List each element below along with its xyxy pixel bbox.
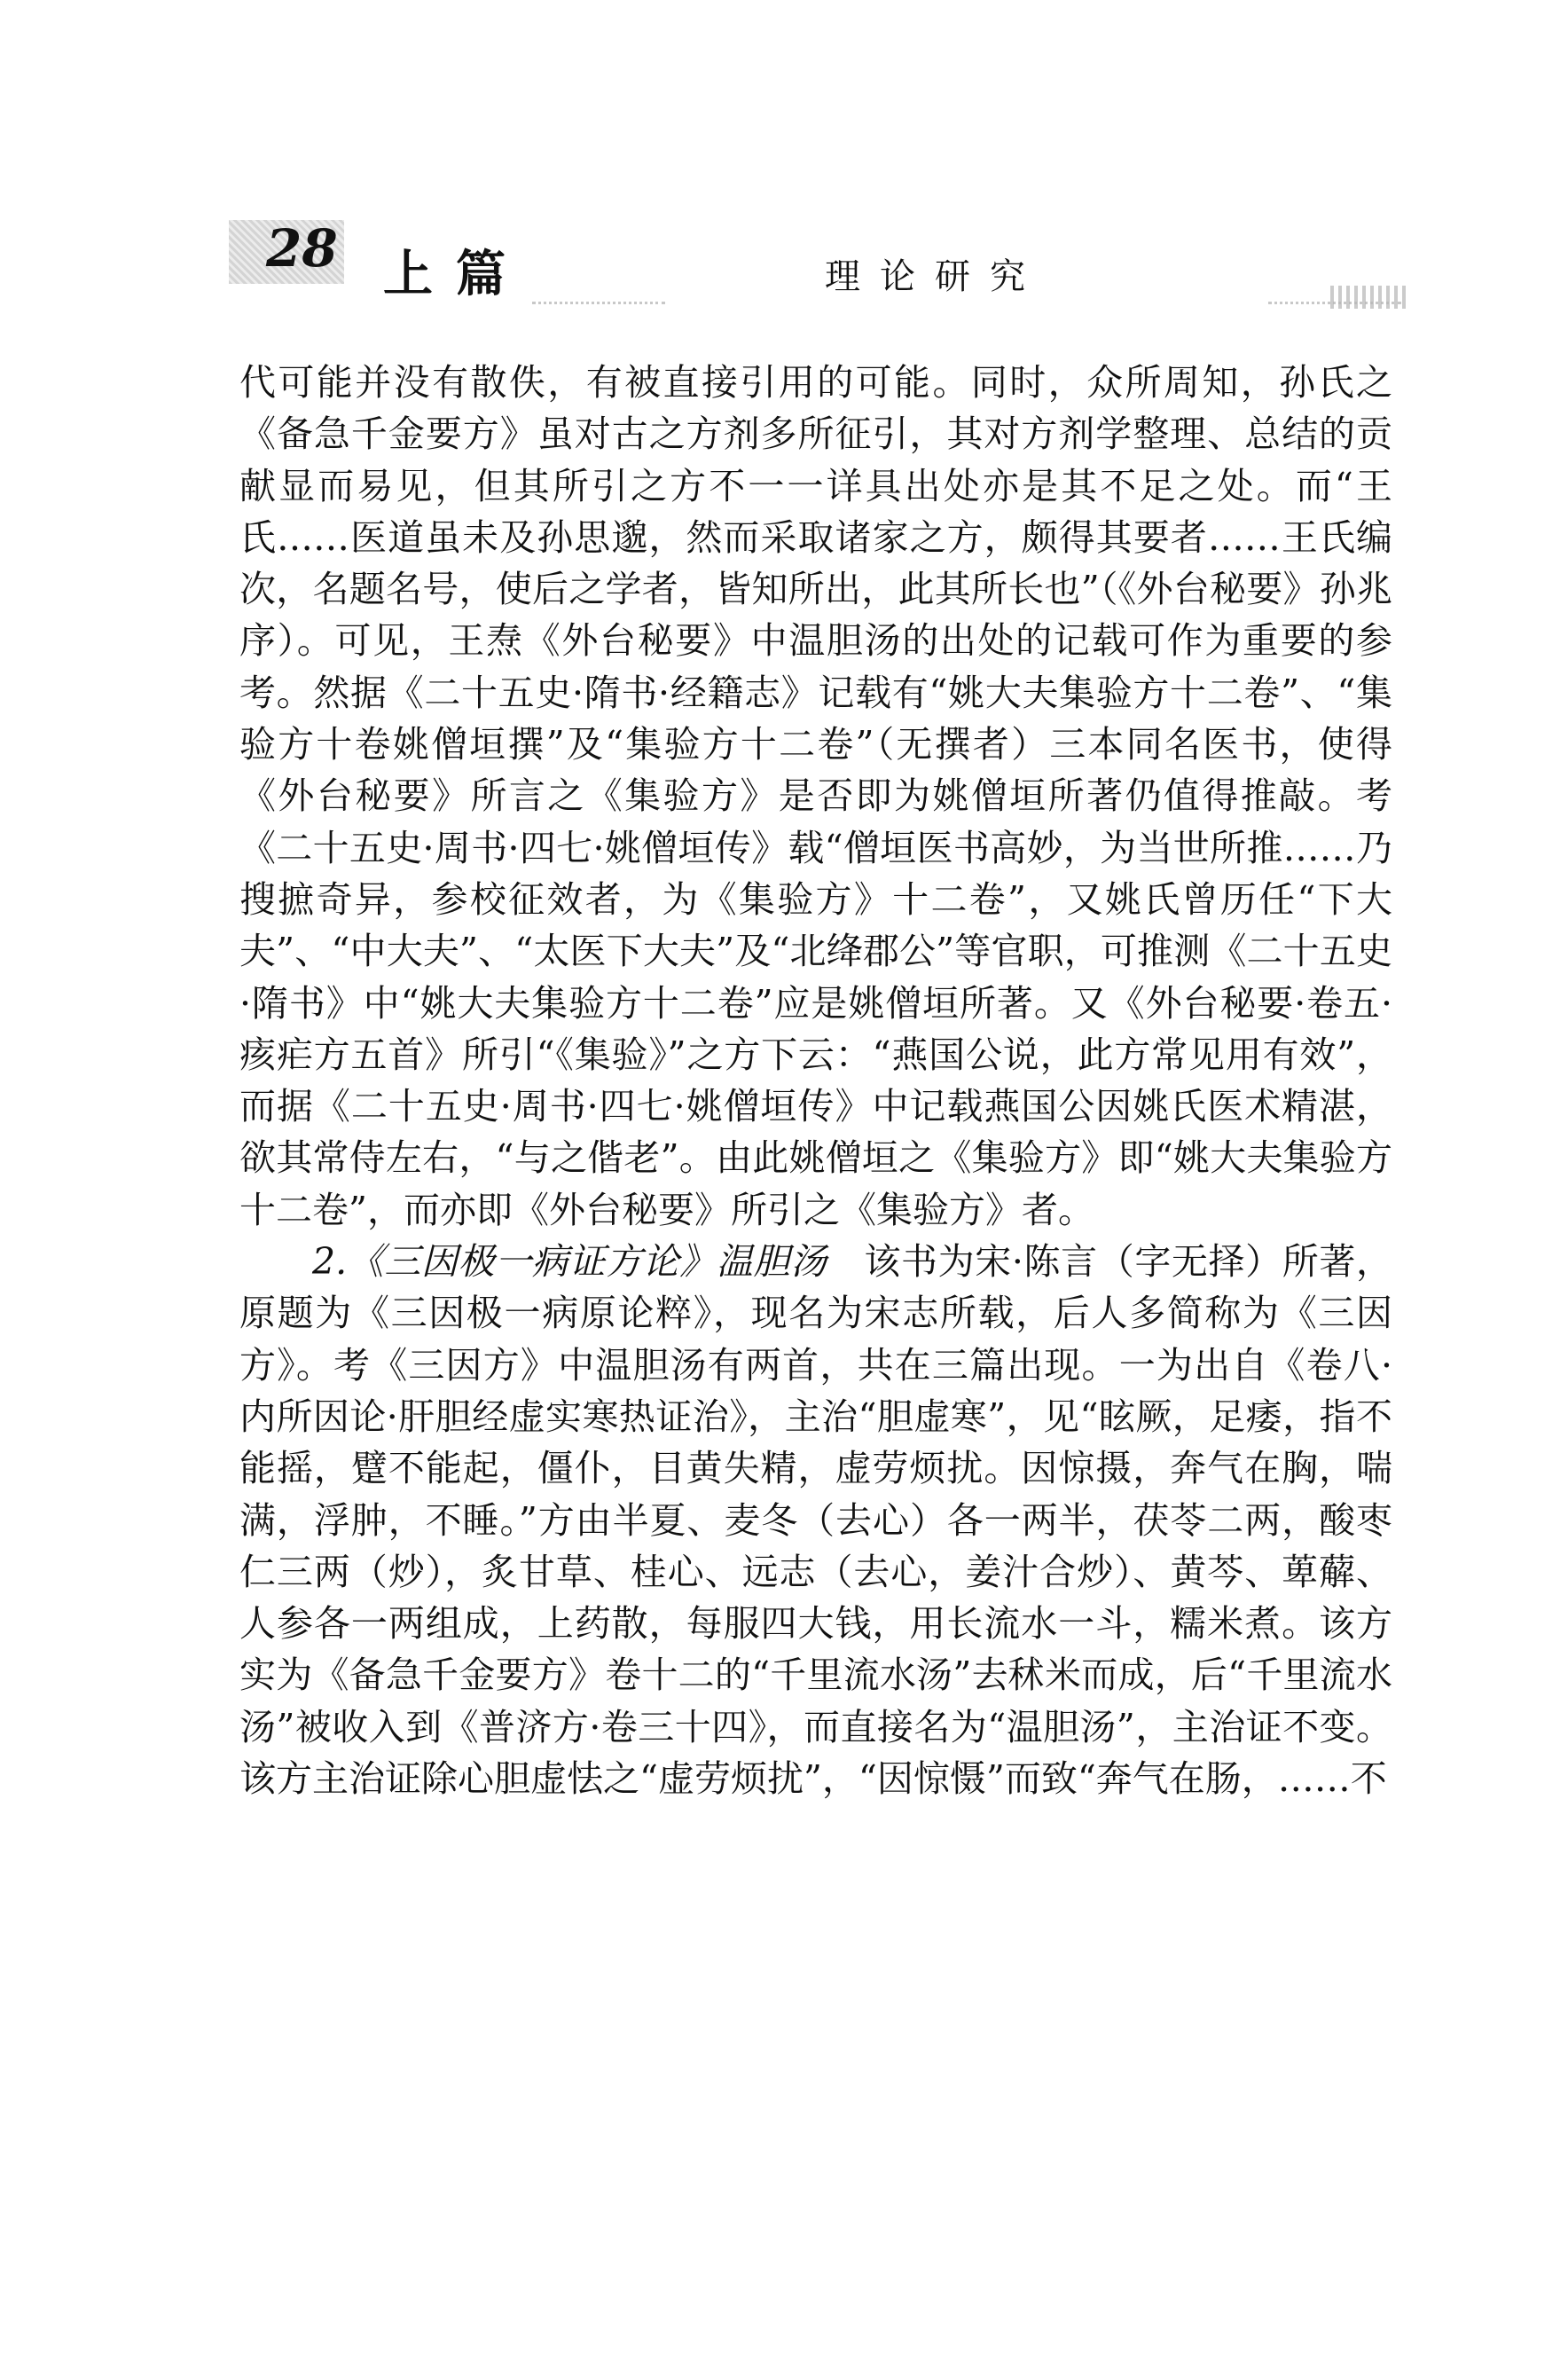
body-text [239,357,1392,1804]
paragraph: 代可能并没有散佚，有被直接引用的可能。同时，众所周知，孙氏之《备急千金要方》虽对古之方剂多所征引，其对方剂学整理、总结的贡献显而易见，但其所引之方不一一详具出处亦是其不足之处。而“王氏……医道虽未及孙思邈，然而采取诸家之方，颇得其要者……王氏编次，名题名号，使后之学者，皆知所出，此其所长也”（《外台秘要》孙兆序）。可见，王焘《外台秘要》中温胆汤的出处的记载可作为重要的参考。然据《二十五史·隋书·经籍志》记载有“姚大夫集验方十二卷”、“集验方十卷姚僧垣撰”及“集验方十二卷”（无撰者）三本同名医书，使得《外台秘要》所言之《集验方》是否即为姚僧垣所著仍值得推敲。考《二十五史·周书·四七·姚僧垣传》载“僧垣医书高妙，为当世所推……乃搜摭奇异，参校征效者，为《集验方》十二卷”，又姚氏曾历任“下大夫”、“中大夫”、“太医下大夫”及“北绛郡公”等官职，可推测《二十五史·隋书》中“姚大夫集验方十二卷”应是姚僧垣所著。又《外台秘要·卷五·痎疟方五首》所引“《集验》”之方下云：“燕国公说，此方常见用有效”，而据《二十五史·周书·四七·姚僧垣传》中记载燕国公因姚氏医术精湛，欲其常侍左右，“与之偕老”。由此姚僧垣之《集验方》即“姚大夫集验方十二卷”，而亦即《外台秘要》所引之《集验方》者。 [239,361,1392,1231]
subheading: 2.《三因极一病证方论》温胆汤 [312,1240,827,1284]
section-label: 上篇 [383,246,529,303]
paragraph [239,1236,1392,1804]
page-header [0,0,1568,355]
chapter-title: 理论研究 [825,256,1045,297]
page-number: 28 [266,218,338,279]
header-ornament [1330,286,1410,309]
paragraph-text: 该书为宋·陈言（字无择）所著，原题为《三因极一病原论粹》，现名为宋志所载，后人多简称为《三因方》。考《三因方》中温胆汤有两首，共在三篇出现。一为出自《卷八·内所因论·肝胆经虚实寒热证治》，主治“胆虚寒”，见“眩厥，足痿，指不能摇，躄不能起，僵仆，目黄失精，虚劳烦扰。因惊摄，奔气在胸，喘满，浮肿，不睡。”方由半夏、麦冬（去心）各一两半，茯苓二两，酸枣仁三两（炒），炙甘草、桂心、远志（去心，姜汁合炒）、黄芩、萆薢、人参各一两组成，上药散，每服四大钱，用长流水一斗，糯米煮。该方实为《备急千金要方》卷十二的“千里流水汤”去秫米而成，后“千里流水汤”被收入到《普济方·卷三十四》，而直接名为“温胆汤”，主治证不变。该方主治证除心胆虚怯之“虚劳烦扰”，“因惊慑”而致“奔气在肠，……不 [239,1240,1393,1801]
subheading-gap [827,1240,865,1283]
header-dotted-rule-left [532,302,665,304]
